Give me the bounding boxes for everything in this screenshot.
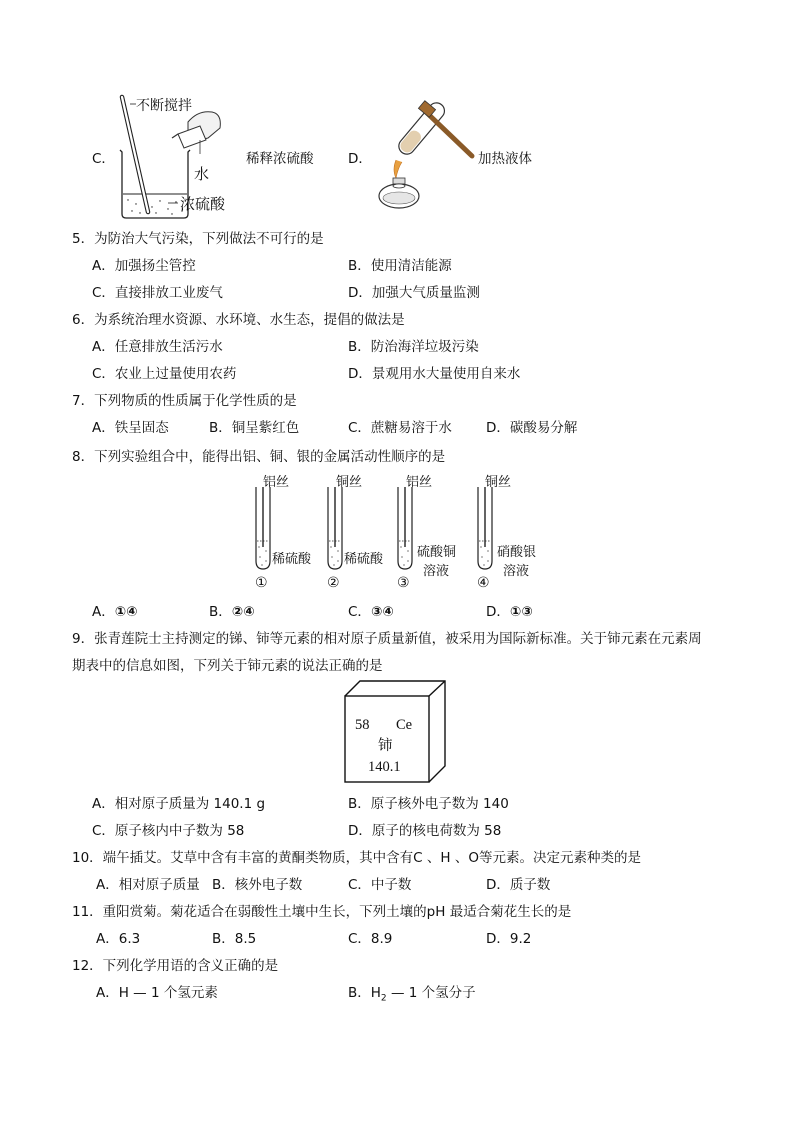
q11-stem: 11．重阳赏菊。菊花适合在弱酸性土壤中生长，下列土壤的pH 最适合菊花生长的是 [72,904,572,920]
q7-option-b[interactable]: B．铜呈紫红色 [209,420,300,436]
q4-c-caption: 稀释浓硫酸 [246,151,314,167]
q8-tube2-wire: 铜丝 [336,475,363,490]
q9-stem-line1: 9．张青莲院士主持测定的锑、铈等元素的相对原子质量新值，被采用为国际新标准。关于铈元素在元素周 [72,631,702,647]
q9-option-b[interactable]: B．原子核外电子数为 140 [348,796,509,812]
q8-tube1-wire: 铝丝 [263,475,290,490]
cerium-symbol: Ce [396,717,413,733]
q7-option-a[interactable]: A．铁呈固态 [92,420,169,436]
q8-c-label: C． [348,604,371,620]
q4-d-label: D． [348,151,372,167]
q5-option-c[interactable]: C．直接排放工业废气 [92,285,223,301]
q8-tube2-number: ② [327,575,340,591]
q8-stem: 8．下列实验组合中，能得出铝、铜、银的金属活动性顺序的是 [72,449,446,465]
q8-a-label: A． [92,604,115,620]
q6-option-c[interactable]: C．农业上过量使用农药 [92,366,237,382]
q6-option-d[interactable]: D．景观用水大量使用自来水 [348,366,521,382]
q5-option-a[interactable]: A．加强扬尘管控 [92,258,196,274]
q4-c-water-label: 水 [194,165,210,183]
q10-stem: 10．端午插艾。艾草中含有丰富的黄酮类物质，其中含有C 、H 、O等元素。决定元素种类的是 [72,850,641,866]
q9-option-c[interactable]: C．原子核内中子数为 58 [92,823,245,839]
q5-stem: 5．为防治大气污染，下列做法不可行的是 [72,231,324,247]
q7-stem: 7．下列物质的性质属于化学性质的是 [72,393,297,409]
q8-b-value: ②④ [231,604,255,620]
q10-option-b[interactable]: B．核外电子数 [212,877,303,893]
q11-option-a[interactable]: A．6.3 [96,931,141,947]
q11-option-c[interactable]: C．8.9 [348,931,393,947]
q8-tube4-liquid-line2: 溶液 [503,564,530,579]
q8-tube3-liquid-line2: 溶液 [423,564,450,579]
q8-tube1 [254,485,272,571]
cerium-name: 铈 [378,738,393,754]
q12-b-subscript: 2 [380,993,387,1004]
q11-option-b[interactable]: B．8.5 [212,931,257,947]
q8-tube4-wire: 铜丝 [485,475,512,490]
q8-b-label: B． [209,604,232,620]
q4-c-acid-label: 浓硫酸 [180,195,226,213]
q4-c-label: C． [92,151,115,167]
q5-option-b[interactable]: B．使用清洁能源 [348,258,452,274]
q8-d-label: D． [486,604,510,620]
q6-option-a[interactable]: A．任意排放生活污水 [92,339,223,355]
q9-stem-line2: 期表中的信息如图，下列关于铈元素的说法正确的是 [72,658,383,674]
q12-option-b[interactable] [348,981,476,1004]
q8-d-value: ①③ [509,604,533,620]
q11-option-d[interactable]: D．9.2 [486,931,532,947]
q10-option-c[interactable]: C．中子数 [348,877,412,893]
q6-option-b[interactable]: B．防治海洋垃圾污染 [348,339,479,355]
q8-option-a[interactable] [92,600,138,620]
cerium-atomic-mass: 140.1 [368,759,401,775]
q9-option-a[interactable]: A．相对原子质量为 140.1 g [92,796,266,812]
q12-b-suffix: — 1 个氢分子 [386,985,476,1001]
cerium-atomic-number: 58 [355,717,370,733]
q8-tube1-liquid: 稀硫酸 [272,552,312,567]
q8-option-d[interactable] [486,600,533,620]
q8-tube4-liquid-line1: 硝酸银 [497,545,537,560]
q8-c-value: ③④ [370,604,394,620]
q8-tube2-liquid: 稀硫酸 [344,552,384,567]
q8-tube4-number: ④ [477,575,490,591]
q4-d-caption: 加热液体 [478,151,532,167]
q8-tube4 [476,485,494,571]
q10-option-d[interactable]: D．质子数 [486,877,551,893]
q7-option-d[interactable]: D．碳酸易分解 [486,420,578,436]
q8-tube3-number: ③ [397,575,410,591]
q10-option-a[interactable]: A．相对原子质量 [96,877,200,893]
q8-tube2 [326,485,344,571]
q9-option-d[interactable]: D．原子的核电荷数为 58 [348,823,502,839]
q12-b-prefix: B．H [348,985,381,1001]
q8-a-value: ①④ [114,604,138,620]
q6-stem: 6．为系统治理水资源、水环境、水生态，提倡的做法是 [72,312,405,328]
q8-tube3 [396,485,414,571]
q8-option-c[interactable] [348,600,394,620]
q8-tube1-number: ① [255,575,268,591]
q12-stem: 12．下列化学用语的含义正确的是 [72,958,279,974]
heat-liquid-figure [368,100,480,215]
q8-tube3-wire: 铝丝 [406,475,433,490]
q5-option-d[interactable]: D．加强大气质量监测 [348,285,480,301]
q7-option-c[interactable]: C．蔗糖易溶于水 [348,420,452,436]
q12-option-a[interactable]: A．H — 1 个氢元素 [96,985,218,1001]
q8-option-b[interactable] [209,600,255,620]
q8-tube3-liquid-line1: 硫酸铜 [417,545,457,560]
q4-c-stir-label: 不断搅拌 [136,98,192,114]
